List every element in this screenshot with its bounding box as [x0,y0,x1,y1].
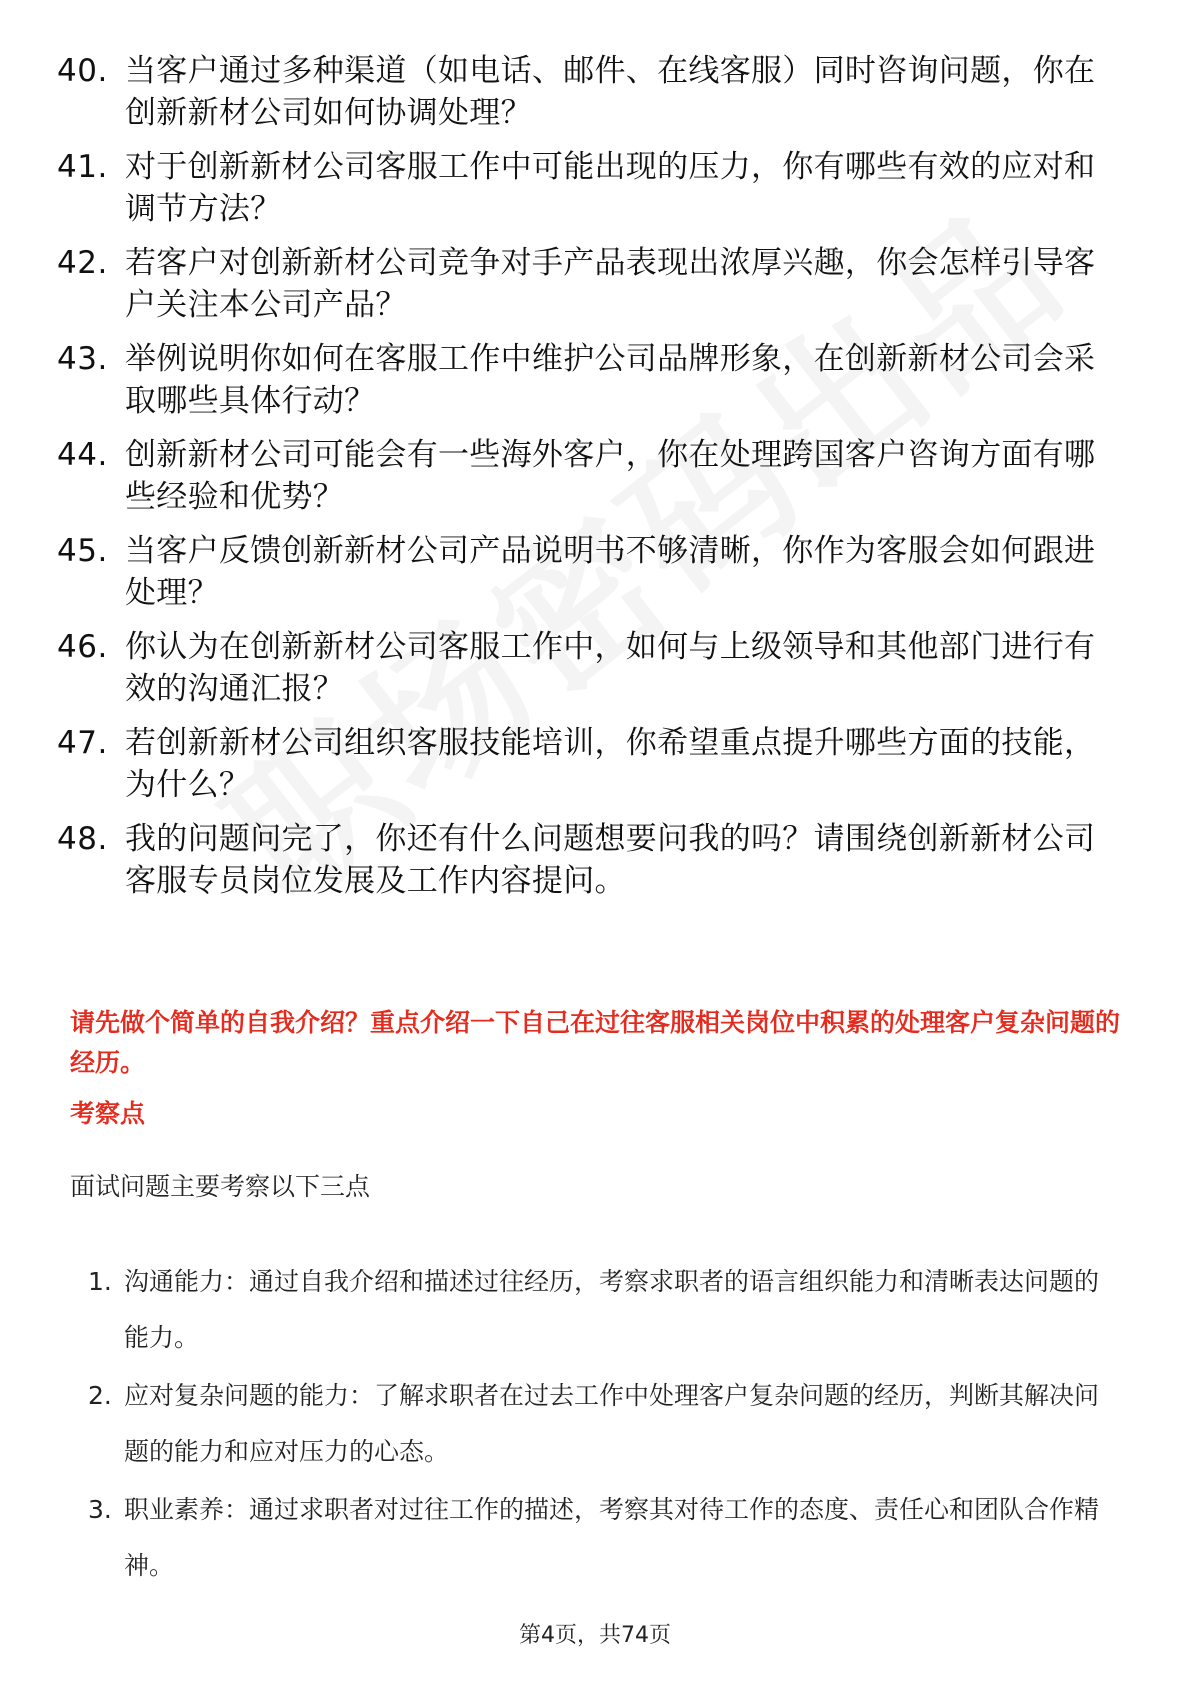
question-text: 当客户通过多种渠道（如电话、邮件、在线客服）同时咨询问题，你在创新新材公司如何协调处理？ [125,53,1096,131]
question-number: 41. [57,149,108,185]
question-text: 你认为在创新新材公司客服工作中，如何与上级领导和其他部门进行有效的沟通汇报？ [125,629,1096,707]
question-number: 43. [57,341,108,377]
featured-question: 请先做个简单的自我介绍？重点介绍一下自己在过往客服相关岗位中积累的处理客户复杂问题的经历。 [70,1008,1121,1077]
section-title: 考察点 [70,1099,146,1128]
question-number: 44. [57,437,108,473]
question-text: 举例说明你如何在客服工作中维护公司品牌形象，在创新新材公司会采取哪些具体行动？ [125,341,1096,419]
question-number: 47. [57,725,108,761]
question-number: 48. [57,821,108,857]
question-text: 创新新材公司可能会有一些海外客户，你在处理跨国客户咨询方面有哪些经验和优势？ [125,437,1096,515]
question-number: 45. [57,533,108,569]
question-number: 42. [57,245,108,281]
point-text: 沟通能力：通过自我介绍和描述过往经历，考察求职者的语言组织能力和清晰表达问题的能力。 [124,1267,1100,1352]
point-number: 3. [88,1495,112,1524]
question-text: 我的问题问完了，你还有什么问题想要问我的吗？请围绕创新新材公司客服专员岗位发展及工作内容提问。 [125,821,1096,899]
point-number: 1. [88,1267,112,1296]
question-number: 40. [57,53,108,89]
question-text: 若客户对创新新材公司竞争对手产品表现出浓厚兴趣，你会怎样引导客户关注本公司产品？ [125,245,1096,323]
point-text: 应对复杂问题的能力：了解求职者在过去工作中处理客户复杂问题的经历，判断其解决问题的能力和应对压力的心态。 [124,1381,1100,1466]
intro-text: 面试问题主要考察以下三点 [70,1172,371,1201]
question-number: 46. [57,629,108,665]
question-text: 当客户反馈创新新材公司产品说明书不够清晰，你作为客服会如何跟进处理？ [125,533,1096,611]
question-text: 对于创新新材公司客服工作中可能出现的压力，你有哪些有效的应对和调节方法？ [125,149,1096,227]
point-number: 2. [88,1381,112,1410]
point-text: 职业素养：通过求职者对过往工作的描述，考察其对待工作的态度、责任心和团队合作精神。 [124,1495,1100,1580]
page-footer: 第4页，共74页 [519,1623,671,1648]
question-text: 若创新新材公司组织客服技能培训，你希望重点提升哪些方面的技能，为什么？ [125,725,1096,803]
